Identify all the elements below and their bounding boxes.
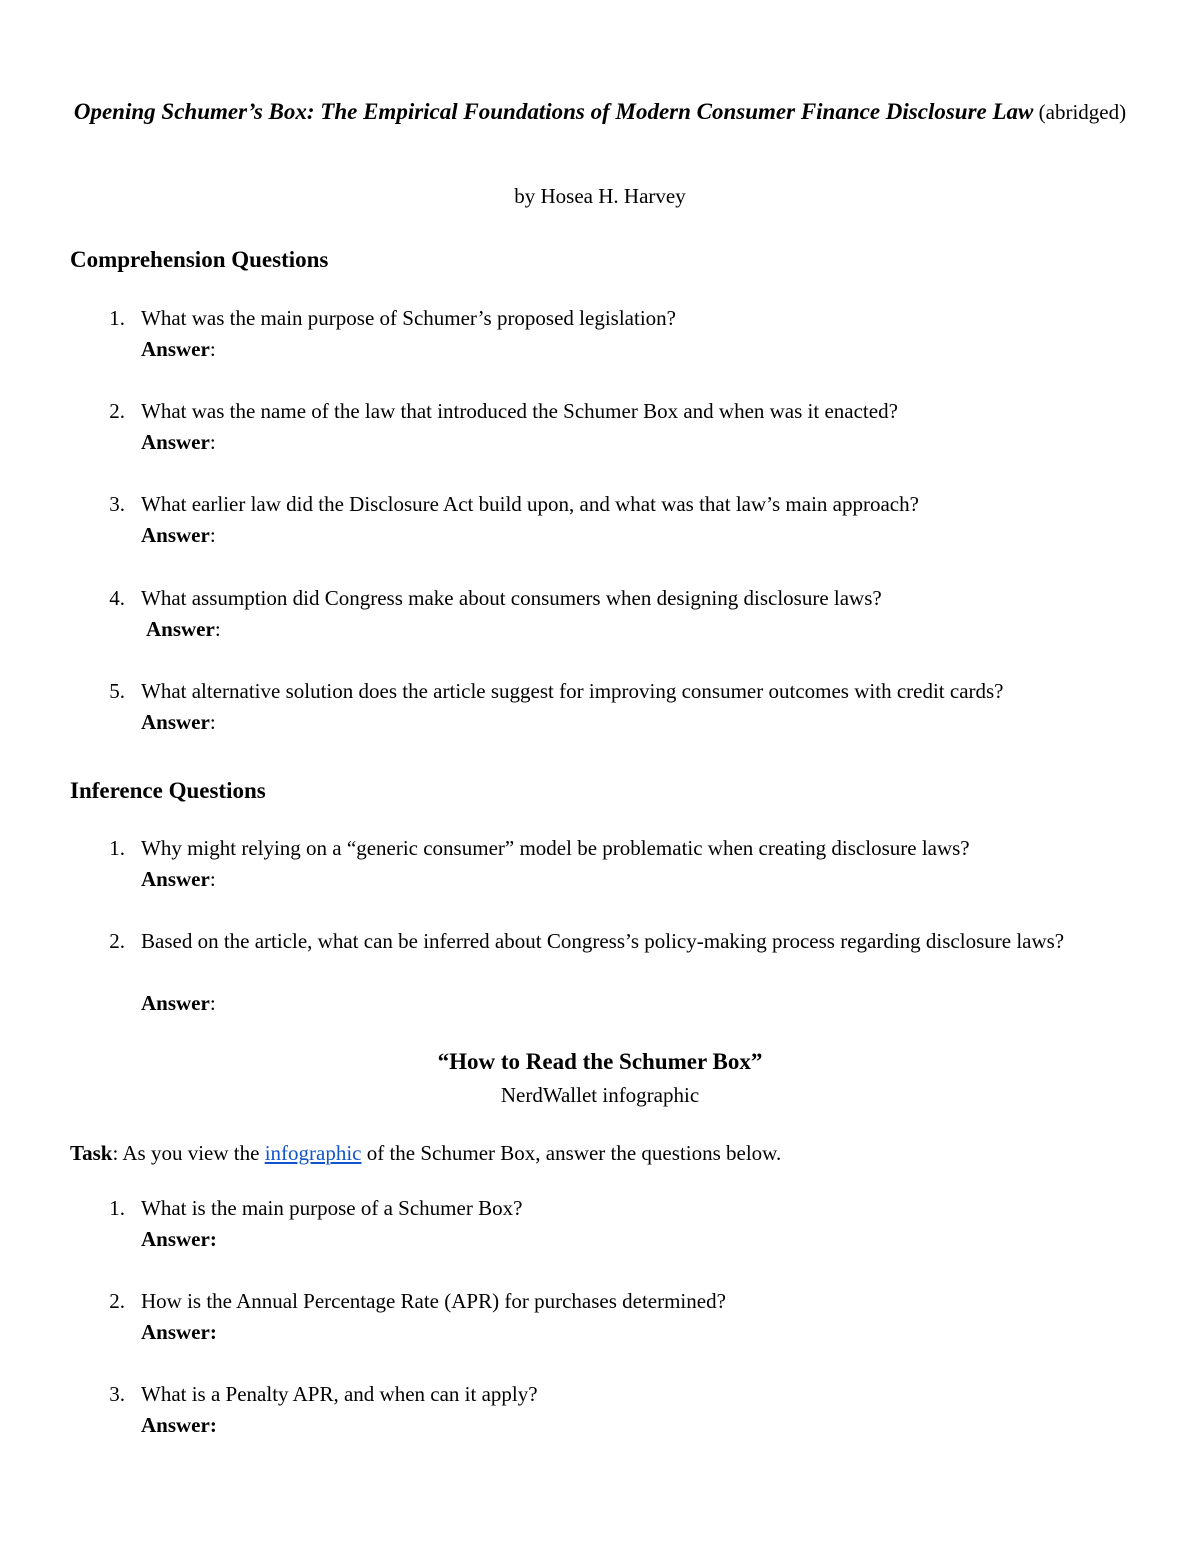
answer-label: Answer: <box>146 617 221 641</box>
infographic-link[interactable]: infographic <box>264 1141 362 1165</box>
list-number: 5. <box>109 679 125 703</box>
list-number: 4. <box>109 586 125 610</box>
infographic-title: “How to Read the Schumer Box” <box>437 1049 763 1074</box>
question-text: What is a Penalty APR, and when can it apply? <box>141 1382 538 1406</box>
answer-label: Answer: <box>141 710 216 734</box>
question-text: How is the Annual Percentage Rate (APR) for purchases determined? <box>141 1289 726 1313</box>
question-text: What alternative solution does the article suggest for improving consumer outcomes with credit cards? <box>141 679 1004 703</box>
title-text: Opening Schumer’s Box: The Empirical Foundations of Modern Consumer Finance Disclosure Law <box>73 99 1034 124</box>
list-number: 2. <box>109 929 125 953</box>
infographic-subtitle: NerdWallet infographic <box>500 1083 700 1107</box>
list-number: 3. <box>109 492 125 516</box>
question-text: What was the main purpose of Schumer’s proposed legislation? <box>141 306 676 330</box>
task-label: Task <box>70 1141 113 1165</box>
question-text: Why might relying on a “generic consumer” model be problematic when creating disclosure laws? <box>141 836 970 860</box>
answer-label: Answer: <box>141 1227 217 1251</box>
list-number: 2. <box>109 399 125 423</box>
task-instruction: Task: As you view the infographic of the Schumer Box, answer the questions below. <box>70 1141 782 1165</box>
answer-label: Answer: <box>141 1320 217 1344</box>
answer-label: Answer: <box>141 867 216 891</box>
answer-label: Answer: <box>141 337 216 361</box>
list-number: 1. <box>109 836 125 860</box>
answer-label: Answer: <box>141 1413 217 1437</box>
list-number: 2. <box>109 1289 125 1313</box>
list-number: 1. <box>109 1196 125 1220</box>
question-text: Based on the article, what can be inferred about Congress’s policy-making process regarding disclosure laws? <box>141 929 1065 953</box>
inference-heading: Inference Questions <box>70 778 266 803</box>
answer-label: Answer: <box>141 523 216 547</box>
question-text: What was the name of the law that introduced the Schumer Box and when was it enacted? <box>141 399 898 423</box>
question-text: What assumption did Congress make about consumers when designing disclosure laws? <box>141 586 882 610</box>
list-number: 3. <box>109 1382 125 1406</box>
title-suffix: (abridged) <box>1033 100 1127 124</box>
byline: by Hosea H. Harvey <box>514 184 686 208</box>
question-text: What is the main purpose of a Schumer Box? <box>141 1196 523 1220</box>
answer-label: Answer: <box>141 991 216 1015</box>
list-number: 1. <box>109 306 125 330</box>
question-text: What earlier law did the Disclosure Act build upon, and what was that law’s main approach? <box>141 492 919 516</box>
answer-label: Answer: <box>141 430 216 454</box>
comprehension-heading: Comprehension Questions <box>70 247 329 272</box>
document-title <box>60 96 1140 128</box>
